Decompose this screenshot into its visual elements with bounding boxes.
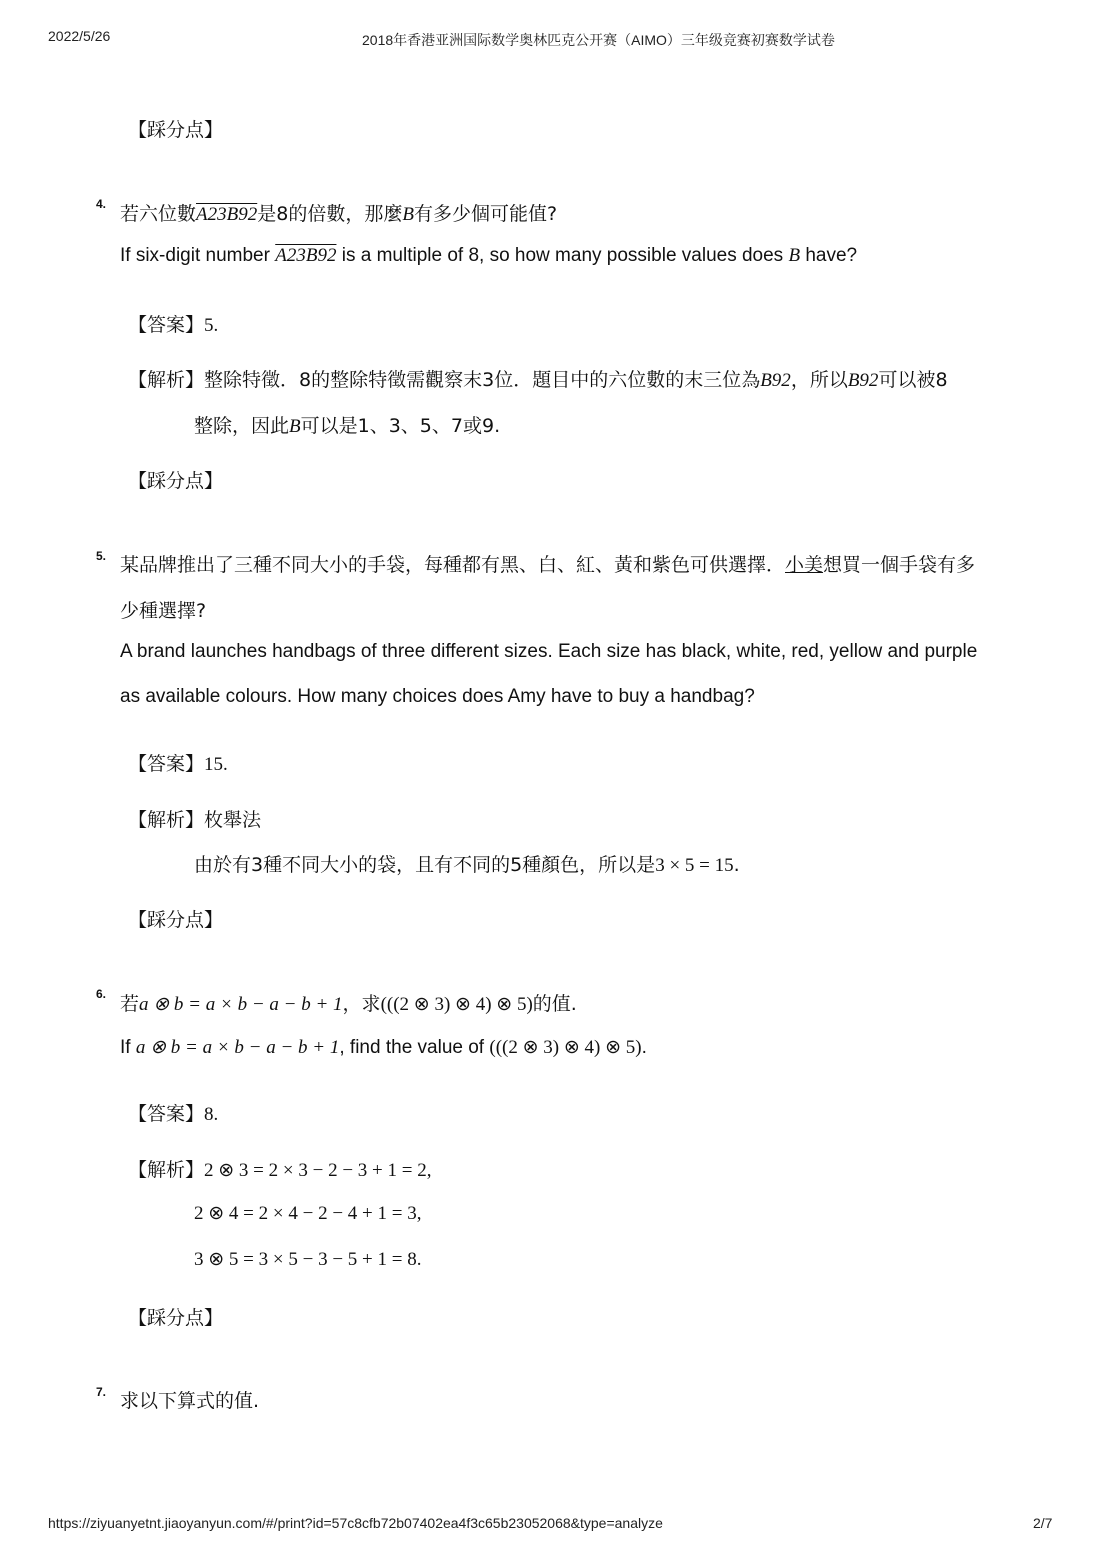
analysis-row: 【解析】2 ⊗ 3 = 2 × 3 − 2 − 3 + 1 = 2,: [128, 1159, 432, 1181]
answer-row: 【答案】15.: [128, 753, 228, 775]
question-text-en: A brand launches handbags of three different sizes. Each size has black, white, red, yellow and purple: [120, 641, 978, 662]
points-label: 【踩分点】: [128, 1307, 224, 1329]
analysis-row: 【解析】枚舉法: [128, 809, 262, 831]
print-date: 2022/5/26: [48, 28, 111, 44]
question-text-en: If six-digit number A23B92 is a multiple of 8, so how many possible values does B have?: [120, 245, 858, 266]
footer-url: https://ziyuanyetnt.jiaoyanyun.com/#/print?id=57c8cfb72b07402ea4f3c65b23052068&type=analyze: [48, 1515, 663, 1531]
answer-value: 8.: [204, 1104, 219, 1125]
question-text-en: If a ⊗ b = a × b − a − b + 1, find the value of (((2 ⊗ 3) ⊗ 4) ⊗ 5).: [120, 1037, 647, 1058]
question-text-zh: 若a ⊗ b = a × b − a − b + 1，求(((2 ⊗ 3) ⊗ 4) ⊗ 5)的值.: [120, 993, 577, 1015]
question-text-zh: 某品牌推出了三種不同大小的手袋，每種都有黑、白、紅、黃和紫色可供選擇．小美想買一個手袋有多: [120, 554, 976, 576]
page-number: 2/7: [1033, 1515, 1053, 1531]
points-label: 【踩分点】: [128, 909, 224, 931]
analysis-row: 【解析】整除特徵．8的整除特徵需觀察末3位．題目中的六位數的末三位為B92，所以B92可以被8: [128, 369, 948, 391]
question-number: 7.: [96, 1385, 107, 1399]
points-label: 【踩分点】: [128, 119, 224, 141]
question-text-zh: 少種選擇?: [120, 600, 207, 622]
answer-row: 【答案】8.: [128, 1103, 219, 1125]
page-title: 2018年香港亚洲国际数学奥林匹克公开赛（AIMO）三年级竞赛初赛数学试卷: [362, 32, 835, 48]
question-number: 5.: [96, 549, 107, 563]
person-name: 小美: [785, 554, 824, 576]
question-text-zh: 求以下算式的值.: [120, 1390, 260, 1412]
points-label: 【踩分点】: [128, 470, 224, 492]
analysis-step: 3 ⊗ 5 = 3 × 5 − 3 − 5 + 1 = 8.: [194, 1249, 422, 1270]
answer-value: 15.: [204, 754, 228, 775]
question-number: 4.: [96, 197, 107, 211]
analysis-step: 2 ⊗ 4 = 2 × 4 − 2 − 4 + 1 = 3,: [194, 1203, 422, 1224]
analysis-line: 整除，因此B可以是1、3、5、7或9.: [194, 415, 501, 437]
question-number: 6.: [96, 987, 107, 1001]
answer-row: 【答案】5.: [128, 314, 219, 336]
question-text-zh: 若六位數A23B92是8的倍數，那麼B有多少個可能值?: [120, 203, 558, 225]
question-text-en: as available colours. How many choices does Amy have to buy a handbag?: [120, 686, 755, 707]
analysis-line: 由於有3種不同大小的袋，且有不同的5種顏色，所以是3 × 5 = 15.: [194, 854, 740, 876]
answer-value: 5.: [204, 315, 219, 336]
